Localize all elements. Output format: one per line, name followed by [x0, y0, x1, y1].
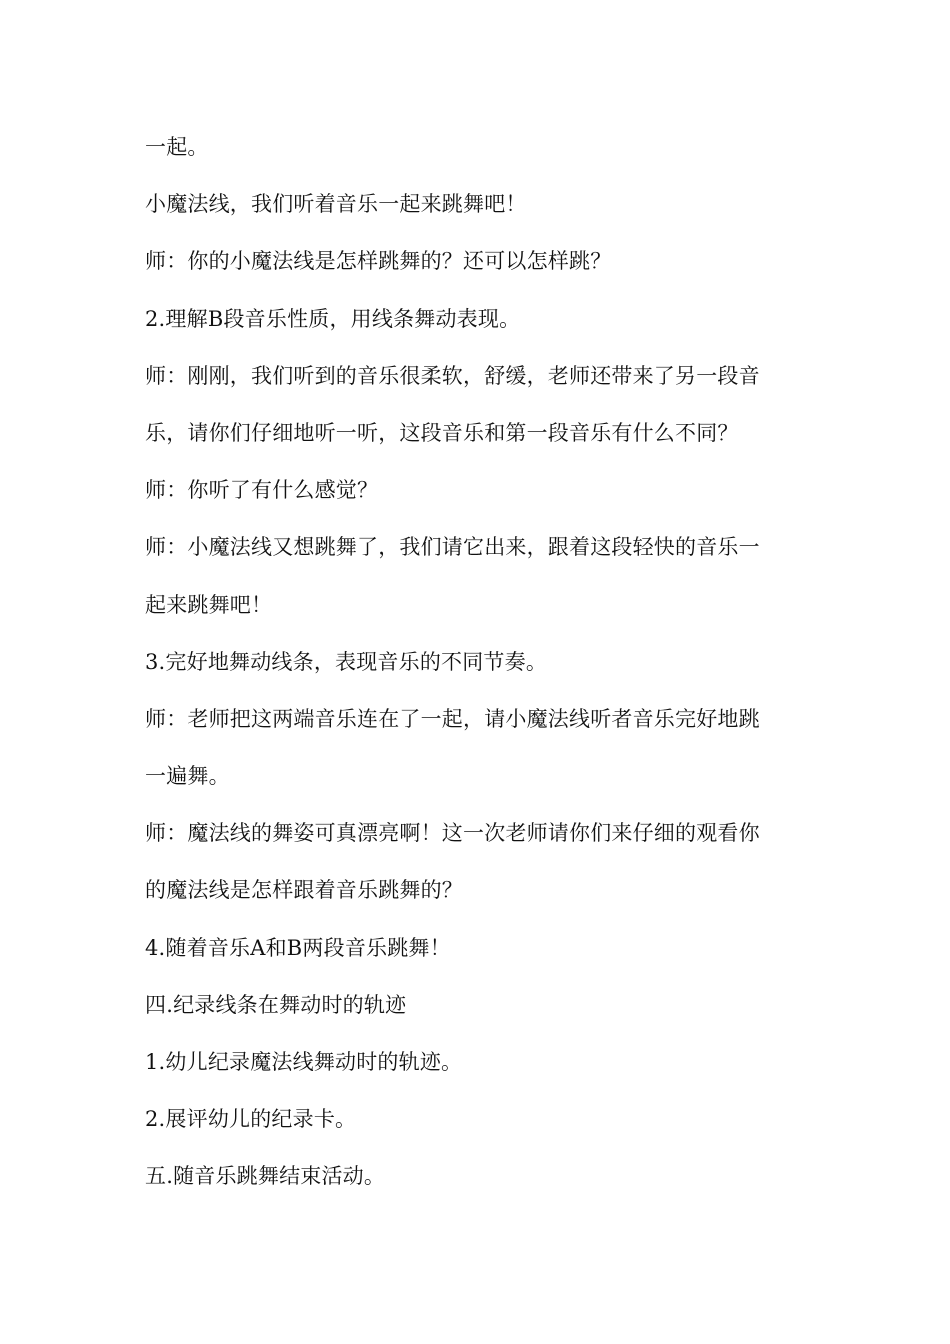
text-line: 师：魔法线的舞姿可真漂亮啊！这一次老师请你们来仔细的观看你: [145, 821, 760, 846]
text-line: 小魔法线，我们听着音乐一起来跳舞吧！: [145, 192, 527, 217]
section-heading: 2.理解B段音乐性质，用线条舞动表现。: [145, 306, 521, 331]
section-heading: 3.完好地舞动线条，表现音乐的不同节奏。: [145, 649, 548, 674]
list-item: 1.幼儿纪录魔法线舞动时的轨迹。: [145, 1050, 463, 1074]
text-line: 起来跳舞吧！: [145, 592, 273, 617]
section-heading: 4.随着音乐A和B两段音乐跳舞！: [145, 935, 451, 960]
list-item: 2.展评幼儿的纪录卡。: [145, 1107, 357, 1132]
text-line: 乐，请你们仔细地听一听，这段音乐和第一段音乐有什么不同？: [145, 420, 739, 445]
text-line: 师：老师把这两端音乐连在了一起，请小魔法线听者音乐完好地跳: [145, 706, 760, 731]
section-heading: 四.纪录线条在舞动时的轨迹: [145, 992, 407, 1017]
text-line: 师：小魔法线又想跳舞了，我们请它出来，跟着这段轻快的音乐一: [145, 535, 760, 560]
section-heading: 五.随音乐跳舞结束活动。: [145, 1164, 386, 1189]
document-body: [145, 133, 810, 1191]
text-line: 一遍舞。: [145, 764, 230, 789]
text-line: 一起。: [145, 135, 209, 159]
text-line: 师：你的小魔法线是怎样跳舞的？还可以怎样跳？: [145, 249, 612, 274]
text-line: 师：刚刚，我们听到的音乐很柔软，舒缓，老师还带来了另一段音: [145, 363, 760, 388]
text-line: 师：你听了有什么感觉？: [145, 478, 379, 503]
text-line: 的魔法线是怎样跟着音乐跳舞的？: [145, 878, 463, 903]
